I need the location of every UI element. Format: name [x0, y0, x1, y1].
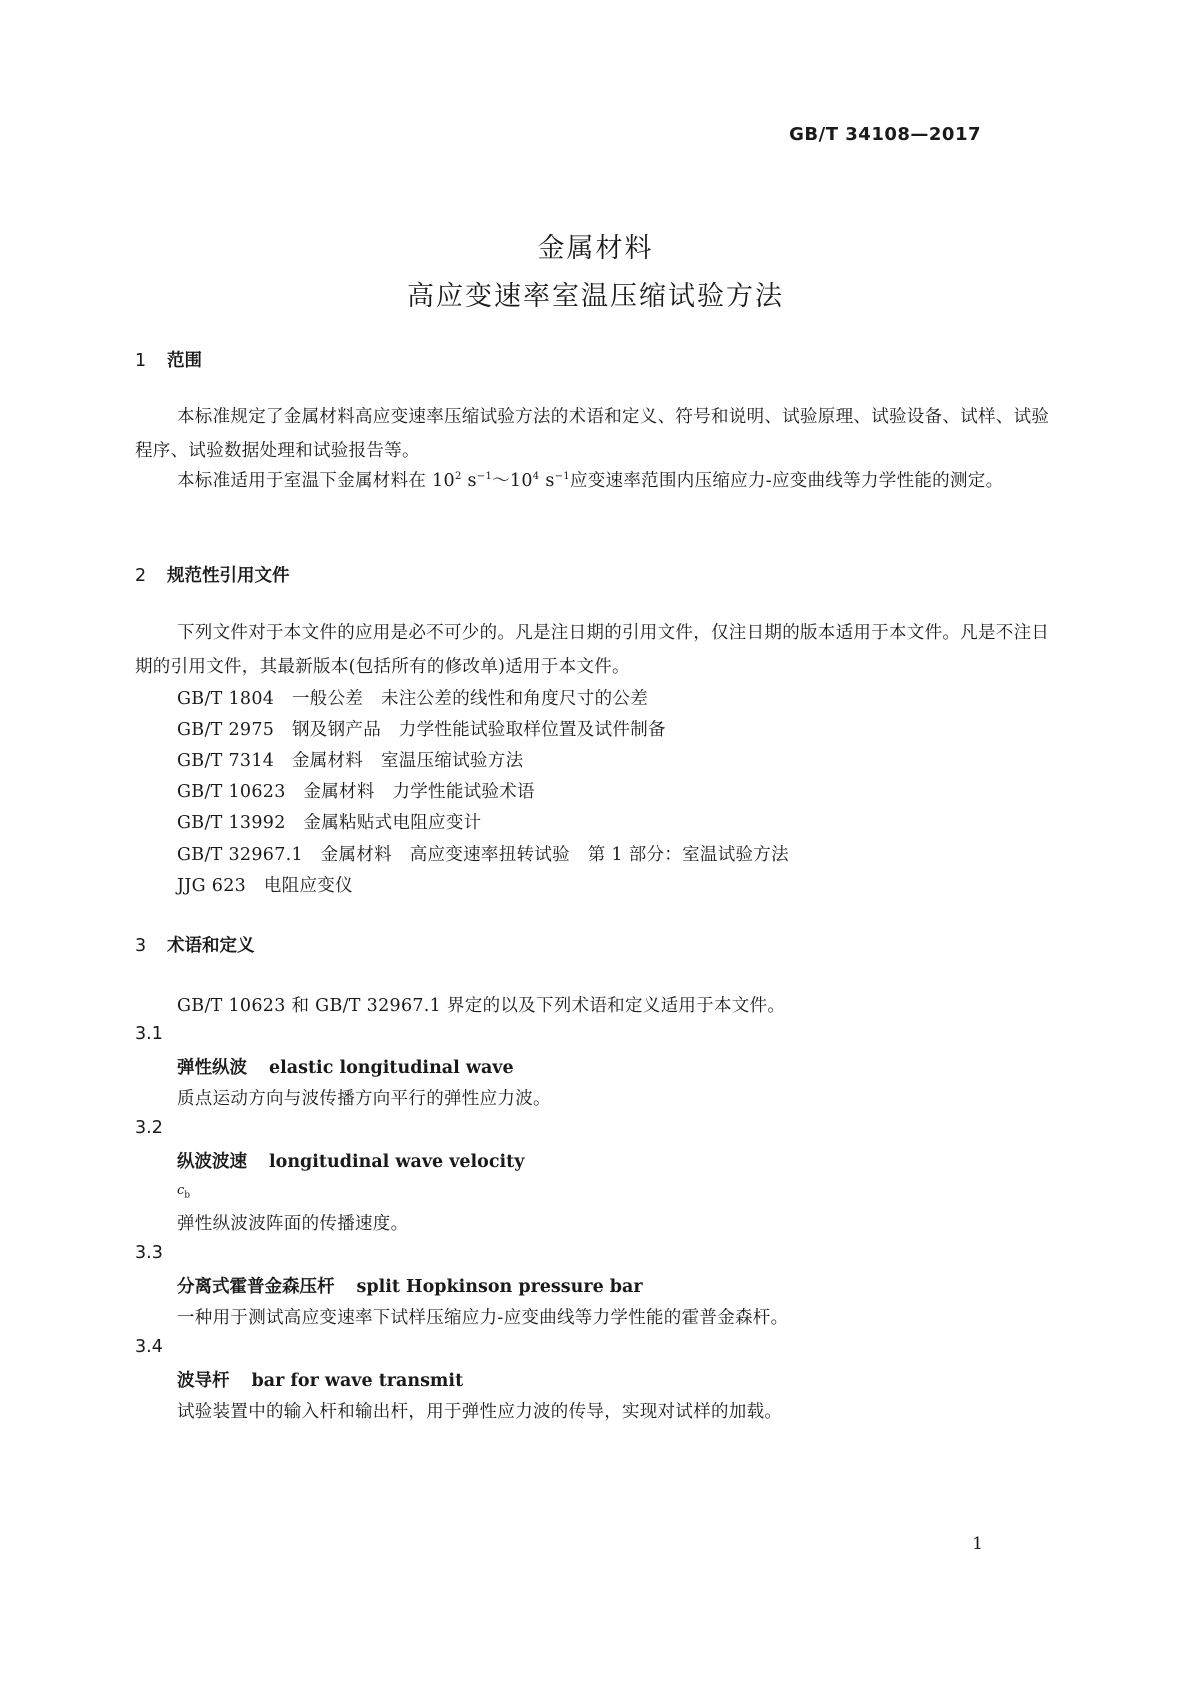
document-title-line2: 高应变速率室温压缩试验方法 — [407, 281, 784, 312]
reference-item: GB/T 32967.1 金属材料 高应变速率扭转试验 第 1 部分：室温试验方法 — [177, 845, 789, 865]
term-heading — [177, 1054, 514, 1079]
term-en: elastic longitudinal wave — [269, 1058, 514, 1078]
term-zh: 分离式霍普金森压杆 — [177, 1277, 335, 1297]
p2-sup-1: 2 — [454, 471, 462, 483]
clause-number: 3.1 — [135, 1024, 163, 1044]
standard-code: GB/T 34108—2017 — [789, 124, 981, 145]
term-definition: 质点运动方向与波传播方向平行的弹性应力波。 — [177, 1089, 551, 1109]
symbol-main: c — [177, 1183, 185, 1198]
clause-number: 3.4 — [135, 1337, 163, 1357]
term-en: split Hopkinson pressure bar — [356, 1277, 643, 1297]
section-title: 范围 — [167, 351, 202, 371]
term-heading — [177, 1148, 524, 1173]
section-3-heading — [135, 932, 255, 957]
reference-item: GB/T 10623 金属材料 力学性能试验术语 — [177, 782, 535, 802]
section-number: 2 — [135, 566, 147, 586]
p2-sup-2: −1 — [476, 471, 493, 483]
term-heading — [177, 1367, 463, 1392]
term-definition: 弹性纵波波阵面的传播速度。 — [177, 1214, 409, 1234]
term-en: bar for wave transmit — [251, 1371, 464, 1391]
reference-item: JJG 623 电阻应变仪 — [177, 876, 353, 896]
section-number: 1 — [135, 351, 147, 371]
p2-text-e: 应变速率范围内压缩应力-应变曲线等力学性能的测定。 — [569, 471, 1004, 491]
section-title: 规范性引用文件 — [167, 566, 290, 586]
term-definition: 试验装置中的输入杆和输出杆，用于弹性应力波的传导，实现对试样的加载。 — [177, 1402, 783, 1422]
p2-text-b: s — [461, 471, 477, 491]
term-definition: 一种用于测试高应变速率下试样压缩应力-应变曲线等力学性能的霍普金森杆。 — [177, 1308, 789, 1328]
reference-item: GB/T 7314 金属材料 室温压缩试验方法 — [177, 751, 524, 771]
section-3-intro: GB/T 10623 和 GB/T 32967.1 界定的以及下列术语和定义适用于本文件。 — [177, 996, 786, 1016]
reference-item: GB/T 1804 一般公差 未注公差的线性和角度尺寸的公差 — [177, 689, 649, 709]
section-title: 术语和定义 — [167, 936, 255, 956]
p2-sup-3: 4 — [532, 471, 540, 483]
term-zh: 波导杆 — [177, 1371, 230, 1391]
reference-item: GB/T 13992 金属粘贴式电阻应变计 — [177, 813, 482, 833]
section-2-heading — [135, 562, 290, 587]
section-1-paragraph-1: 本标准规定了金属材料高应变速率压缩试验方法的术语和定义、符号和说明、试验原理、试验设备、试样、试验程序、试验数据处理和试验报告等。 — [135, 407, 1050, 461]
section-1-heading — [135, 347, 202, 372]
p2-text-c: ～10 — [492, 471, 533, 491]
term-zh: 弹性纵波 — [177, 1058, 247, 1078]
section-1-paragraph-2 — [135, 464, 1055, 498]
clause-number: 3.2 — [135, 1118, 163, 1138]
clause-number: 3.3 — [135, 1243, 163, 1263]
section-2-intro: 下列文件对于本文件的应用是必不可少的。凡是注日期的引用文件，仅注日期的版本适用于本文件。凡是不注日期的引用文件，其最新版本(包括所有的修改单)适用于本文件。 — [135, 623, 1050, 677]
term-symbol — [177, 1183, 190, 1201]
page-number: 1 — [972, 1534, 983, 1554]
reference-item: GB/T 2975 钢及钢产品 力学性能试验取样位置及试件制备 — [177, 720, 666, 740]
p2-text-a: 本标准适用于室温下金属材料在 10 — [177, 471, 455, 491]
section-number: 3 — [135, 936, 147, 956]
document-title-line1: 金属材料 — [537, 233, 654, 264]
term-zh: 纵波波速 — [177, 1152, 247, 1172]
term-en: longitudinal wave velocity — [269, 1152, 525, 1172]
symbol-subscript: b — [184, 1190, 191, 1201]
p2-sup-4: −1 — [554, 471, 570, 483]
term-heading — [177, 1273, 643, 1298]
p2-text-d: s — [539, 471, 555, 491]
